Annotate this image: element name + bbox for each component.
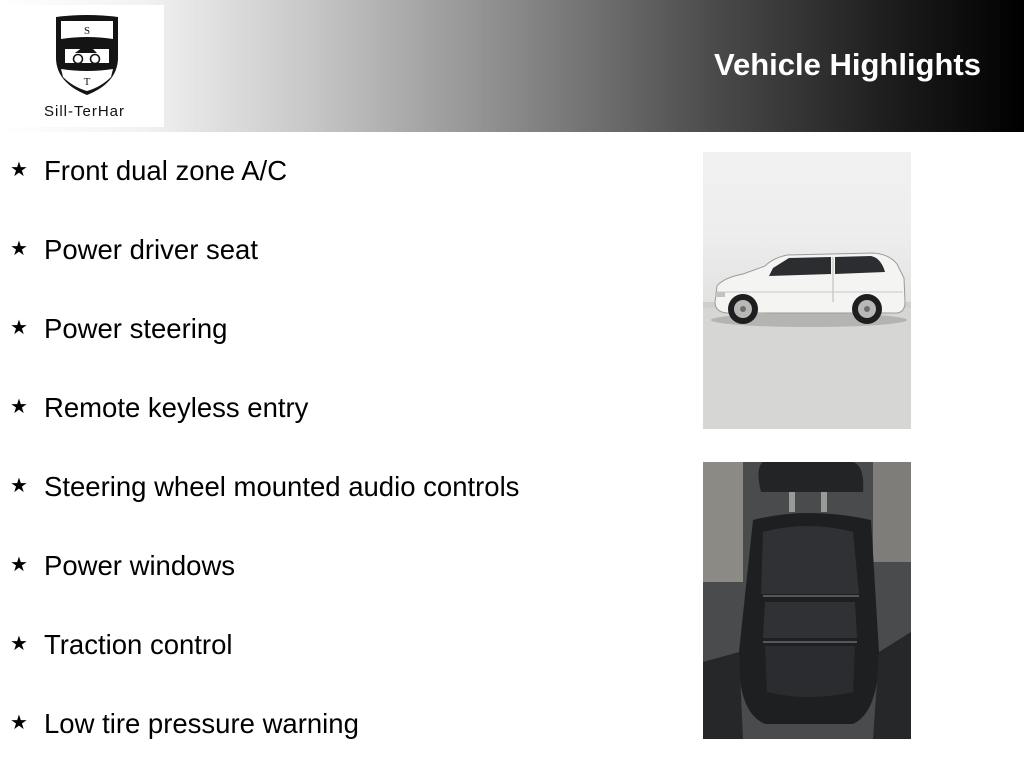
star-icon: ★ bbox=[10, 396, 28, 418]
shield-logo-icon bbox=[53, 13, 121, 97]
suv-side-view-image bbox=[703, 152, 911, 429]
dealer-name: Sill-TerHar bbox=[43, 103, 125, 120]
feature-label: Power windows bbox=[44, 550, 236, 581]
feature-label: Low tire pressure warning bbox=[44, 708, 359, 739]
star-icon: ★ bbox=[10, 317, 28, 339]
feature-label: Front dual zone A/C bbox=[44, 155, 288, 186]
feature-item bbox=[10, 703, 519, 768]
header-banner bbox=[0, 0, 1024, 132]
page-title: Vehicle Highlights bbox=[714, 47, 981, 82]
vehicle-exterior-photo bbox=[703, 152, 911, 429]
feature-label: Remote keyless entry bbox=[44, 392, 309, 423]
star-icon: ★ bbox=[10, 633, 28, 655]
star-icon: ★ bbox=[10, 475, 28, 497]
feature-label: Power driver seat bbox=[44, 234, 258, 265]
feature-item bbox=[10, 308, 519, 387]
star-icon: ★ bbox=[10, 554, 28, 576]
feature-list bbox=[10, 150, 519, 768]
feature-label: Power steering bbox=[44, 313, 228, 344]
vehicle-interior-photo bbox=[703, 462, 911, 739]
logo-letter-bottom: T bbox=[83, 76, 91, 88]
star-icon: ★ bbox=[10, 238, 28, 260]
feature-item bbox=[10, 387, 519, 466]
star-icon: ★ bbox=[10, 712, 28, 734]
star-icon: ★ bbox=[10, 159, 28, 181]
feature-item bbox=[10, 545, 519, 624]
feature-label: Steering wheel mounted audio controls bbox=[44, 471, 520, 502]
front-seat-image bbox=[703, 462, 911, 739]
feature-item bbox=[10, 466, 519, 545]
dealer-logo bbox=[5, 5, 164, 127]
logo-letter-top: S bbox=[83, 25, 91, 37]
feature-item bbox=[10, 150, 519, 229]
feature-label: Traction control bbox=[44, 629, 233, 660]
feature-item bbox=[10, 624, 519, 703]
feature-item bbox=[10, 229, 519, 308]
